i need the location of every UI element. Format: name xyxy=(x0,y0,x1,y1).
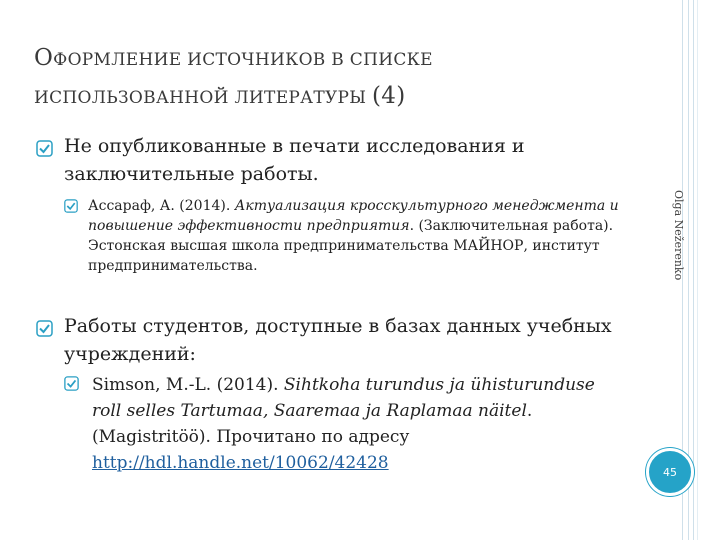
bullet-icon xyxy=(64,376,79,391)
reference-text xyxy=(92,372,602,476)
bullet-icon xyxy=(64,199,78,213)
reference-details: . (Magistritöö). Прочитано по адресу xyxy=(92,401,533,447)
bullet-icon xyxy=(36,320,53,337)
author-side-label: Olga Nežerenko xyxy=(672,190,685,281)
reference-link[interactable]: http://hdl.handle.net/10062/42428 xyxy=(92,453,389,473)
reference-author: Ассараф, А. (2014). xyxy=(88,198,235,214)
item-text: Работы студентов, доступные в базах данных учебных учреждений: xyxy=(64,315,612,365)
title-capital: О xyxy=(34,45,54,71)
reference-title: Актуализация кросскультурного менеджмента и повышение эффективности предприятия xyxy=(88,198,619,234)
reference-author: Simson, M.-L. (2014). xyxy=(92,375,284,395)
title-line2: ИСПОЛЬЗОВАННОЙ ЛИТЕРАТУРЫ xyxy=(34,88,367,108)
reference-details: . (Заключительная работа). Эстонская высшая школа предпринимательства МАЙНОР, институт предпринимательства. xyxy=(88,218,614,274)
page-number-badge: 45 xyxy=(646,448,694,496)
reference-text xyxy=(88,196,628,276)
title-line1: ФОРМЛЕНИЕ ИСТОЧНИКОВ В СПИСКЕ xyxy=(53,50,433,70)
decor-line xyxy=(697,0,698,540)
slide-title xyxy=(34,40,654,116)
bullet-icon xyxy=(36,140,53,157)
title-number: (4) xyxy=(372,83,406,109)
item-text: Не опубликованные в печати исследования и заключительные работы. xyxy=(64,135,525,185)
decor-line xyxy=(693,0,694,540)
reference-title: Sihtkoha turundus ja ühisturunduse roll selles Tartumaa, Saaremaa ja Raplamaa näitel xyxy=(92,375,595,421)
